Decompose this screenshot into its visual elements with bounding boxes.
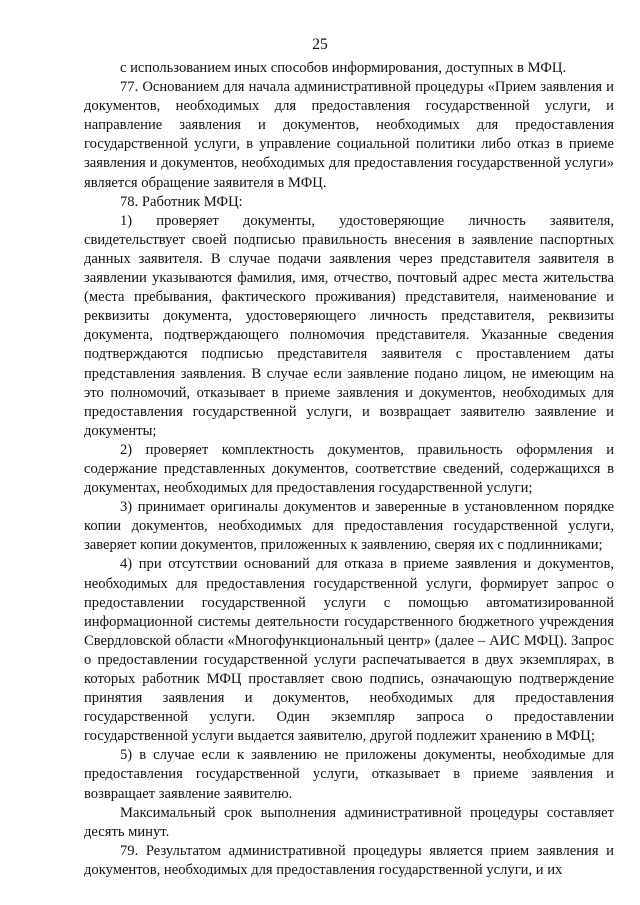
list-item-4: 4) при отсутствии оснований для отказа в приеме заявления и документов, необходимых для предоставления государственной услуги, формирует запрос о предоставлении государственной услуги с помощью автоматизированной информационной системы деятельности государственного бюджетного учреждения Свердловской области «Многофункциональный центр» (далее – АИС МФЦ). Запрос о предоставлении государственной услуги распечатывается в двух экземплярах, в которых работник МФЦ проставляет свою подпись, означающую подтверждение принятия заявления и документов, необходимых для предоставления государственной услуги. Один экземпляр запроса о предоставлении государственной услуги выдается заявителю, другой подлежит хранению в МФЦ; <box>84 556 614 745</box>
list-item-1: 1) проверяет документы, удостоверяющие личность заявителя, свидетельствует своей подписью правильность внесения в заявление паспортных данных заявителя. В случае подачи заявления через представителя заявителя в заявлении указываются фамилия, имя, отчество, почтовый адрес места жительства (места пребывания, фактического проживания) представителя, наименование и реквизиты документа, удостоверяющего личность представителя, реквизиты документа, подтверждающего полномочия представителя. Указанные сведения подтверждаются подписью представителя заявителя с проставлением даты представления заявления. В случае если заявление подано лицом, не имеющим на это полномочий, отказывает в приеме заявления и документов, необходимых для предоставления государственной услуги, и возвращает заявителю заявление и документы; <box>84 212 614 439</box>
list-item-5: 5) в случае если к заявлению не приложены документы, необходимые для предоставления государственной услуги, отказывает в приеме заявления и возвращает заявление заявителю. <box>84 747 614 802</box>
paragraph-77: 77. Основанием для начала административной процедуры «Прием заявления и документов, необходимых для предоставления государственной услуги, и направление заявления и документов, необходимых для предоставления государственной услуги, в управление социальной политики либо отказ в приеме заявления и документов, необходимых для предоставления государственной услуги» является обращение заявителя в МФЦ. <box>84 79 614 191</box>
list-item-3: 3) принимает оригиналы документов и заверенные в установленном порядке копии документов, необходимых для предоставления государственной услуги, заверяет копии документов, приложенных к заявлению, сверяя их с подлинниками; <box>84 499 614 554</box>
page-number: 25 <box>312 36 328 53</box>
paragraph-79: 79. Результатом административной процедуры является прием заявления и документов, необходимых для предоставления государственной услуги, и их <box>84 842 614 878</box>
paragraph: с использованием иных способов информирования, доступных в МФЦ. <box>120 60 567 76</box>
list-item-2: 2) проверяет комплектность документов, правильность оформления и содержание представленных документов, соответствие сведений, содержащихся в документах, необходимых для предоставления государственной услуги; <box>84 441 614 497</box>
paragraph-max-time: Максимальный срок выполнения административной процедуры составляет десять минут. <box>84 804 614 840</box>
document-body <box>84 59 614 880</box>
paragraph-78: 78. Работник МФЦ: <box>120 193 243 210</box>
